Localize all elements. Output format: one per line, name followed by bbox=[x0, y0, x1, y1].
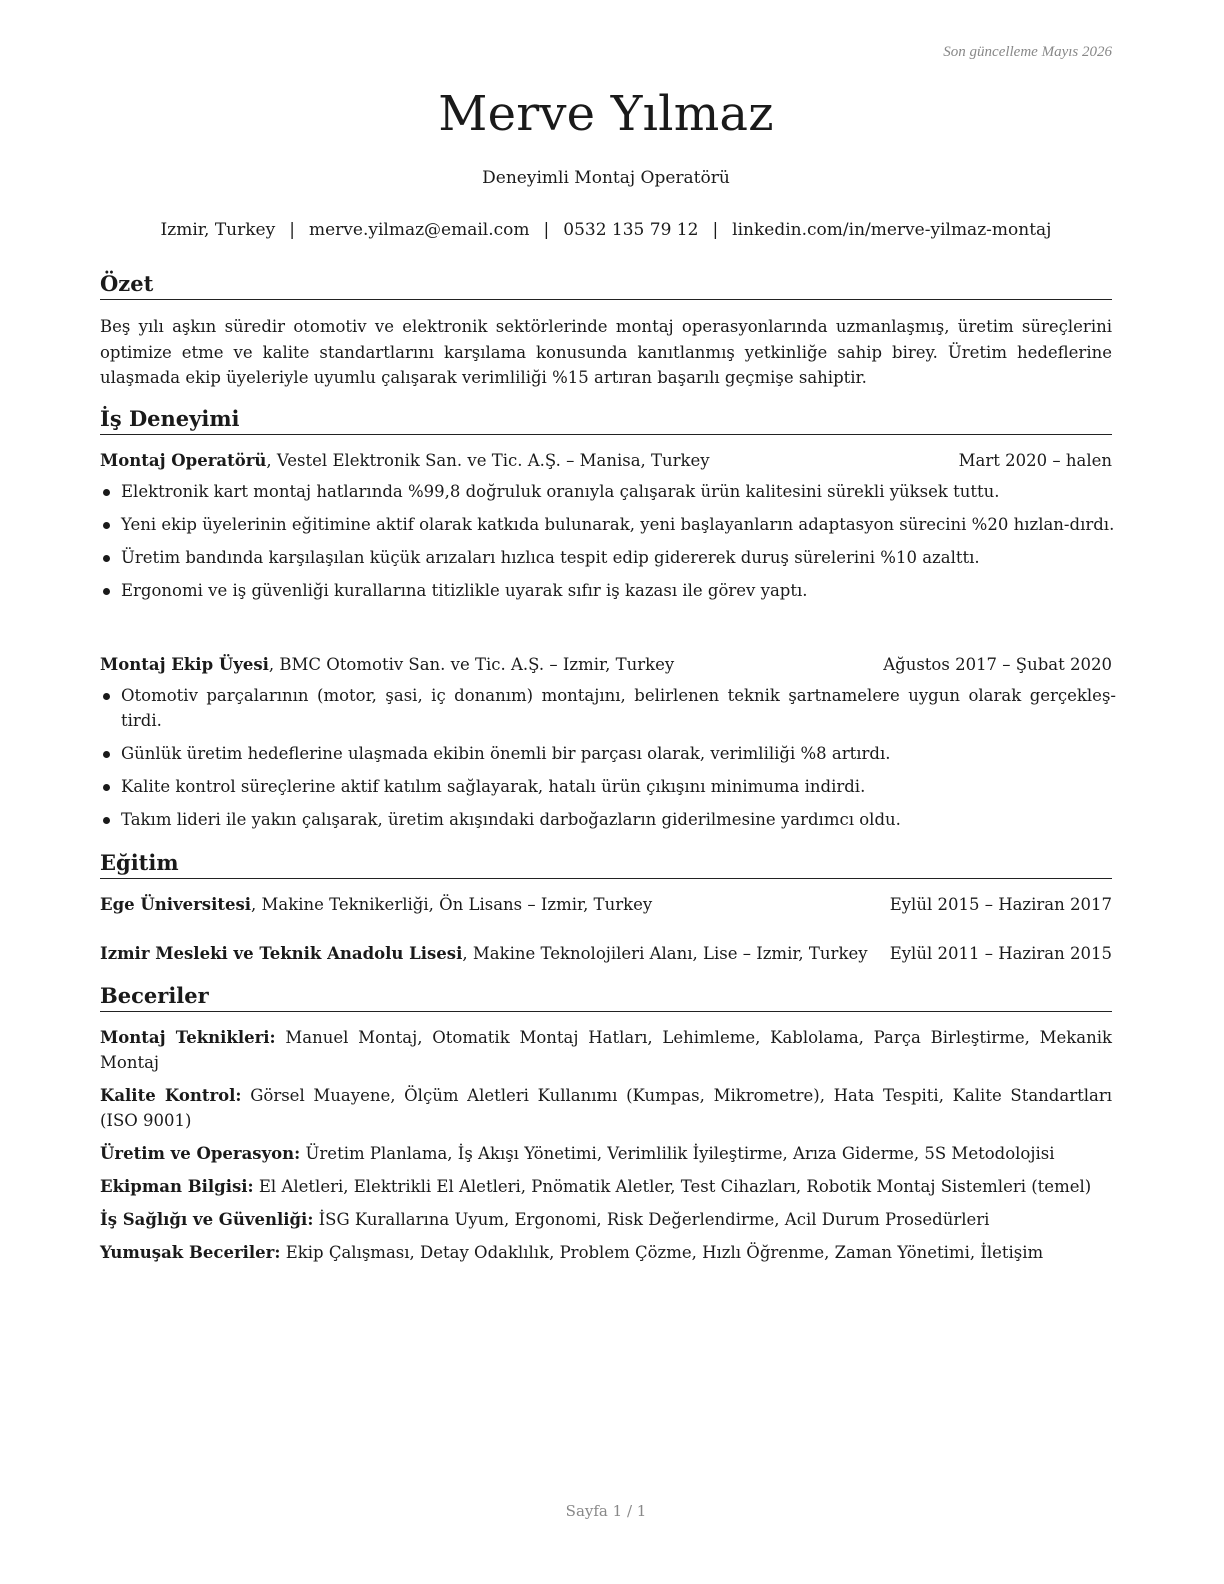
education-dates: Eylül 2015 – Haziran 2017 bbox=[889, 895, 1112, 914]
skill-label: Montaj Teknikleri: bbox=[100, 1028, 276, 1047]
education-title-line bbox=[100, 893, 652, 917]
education-school: Ege Üniversitesi bbox=[100, 895, 252, 914]
summary-text: Beş yılı aşkın süredir otomotiv ve elektronik sektörlerinde montaj operasyonlarında uzmanlaşmış, üretim süreçlerini optimize etme ve kalite standartlarını karşılama konusunda kanıtlanmış yetkinliğe sahip birey. Üretim hedeflerine ulaşmada ekip üyeleriyle uyumlu çalışarak verimliliği %15 artıran başarılı geçmişe sahiptir. bbox=[100, 317, 1112, 387]
skill-value: Görsel Muayene, Ölçüm Aletleri Kullanımı (Kumpas, Mikrometre), Hata Tespiti, Kalite Standartları (ISO 9001) bbox=[100, 1086, 1112, 1130]
resume-page bbox=[100, 0, 1116, 1584]
skill-value: İSG Kurallarına Uyum, Ergonomi, Risk Değerlendirme, Acil Durum Prosedürleri bbox=[313, 1210, 990, 1229]
job-bullet: Ergonomi ve iş güvenliği kurallarına titizlikle uyarak sıfır iş kazası ile görev yaptı. bbox=[100, 578, 1116, 603]
candidate-headline: Deneyimli Montaj Operatörü bbox=[482, 168, 730, 188]
skill-item bbox=[100, 1240, 1112, 1265]
contact-separator: | bbox=[289, 220, 295, 240]
page-number: Sayfa 1 / 1 bbox=[565, 1502, 647, 1520]
job-details: , BMC Otomotiv San. ve Tic. A.Ş. – Izmir, Turkey bbox=[268, 655, 675, 674]
job-title-line bbox=[100, 449, 710, 473]
job-bullet: Kalite kontrol süreçlerine aktif katılım sağlayarak, hatalı ürün çıkışını minimuma indirdi. bbox=[100, 774, 1116, 799]
contact-separator: | bbox=[712, 220, 719, 240]
skill-value: Manuel Montaj, Otomatik Montaj Hatları, Lehimleme, Kablolama, Parça Birleştirme, Mekanik Montaj bbox=[100, 1028, 1113, 1072]
contact-email[interactable]: merve.yilmaz@email.com bbox=[308, 220, 530, 240]
section-title-education: Eğitim bbox=[100, 850, 1112, 879]
skill-item bbox=[100, 1174, 1112, 1199]
job-bullet: Takım lideri ile yakın çalışarak, üretim akışındaki darboğazların giderilmesine yardımcı oldu. bbox=[100, 807, 1116, 832]
education-title-line bbox=[100, 942, 868, 966]
job-details: , Vestel Elektronik San. ve Tic. A.Ş. – Manisa, Turkey bbox=[266, 451, 710, 470]
job-bullet: Yeni ekip üyelerinin eğitimine aktif olarak katkıda bulunarak, yeni başlayanların adaptasyon sürecini %20 hızlan-dırdı. bbox=[100, 512, 1116, 537]
education-details: , Makine Teknikerliği, Ön Lisans – Izmir, Turkey bbox=[251, 895, 653, 914]
job-bullet: Otomotiv parçalarının (motor, şasi, iç donanım) montajını, belirlenen teknik şartnamelere uygun olarak gerçekleş-tirdi. bbox=[100, 683, 1116, 733]
skill-item bbox=[100, 1025, 1112, 1075]
skill-item bbox=[100, 1083, 1112, 1133]
job-title-line bbox=[100, 653, 674, 677]
job-role: Montaj Ekip Üyesi bbox=[100, 655, 269, 674]
skill-item bbox=[100, 1207, 1112, 1232]
contact-location: Izmir, Turkey bbox=[160, 220, 276, 240]
section-title-experience: İş Deneyimi bbox=[100, 406, 1112, 435]
skill-label: Kalite Kontrol: bbox=[100, 1086, 242, 1105]
job-dates: Mart 2020 – halen bbox=[958, 451, 1112, 470]
job-bullets bbox=[100, 683, 1116, 840]
job-bullets bbox=[100, 479, 1116, 611]
job-bullet: Günlük üretim hedeflerine ulaşmada ekibin önemli bir parçası olarak, verimliliği %8 artırdı. bbox=[100, 741, 1116, 766]
skills-list bbox=[100, 1025, 1112, 1273]
section-title-skills: Beceriler bbox=[100, 983, 1112, 1012]
skill-label: Ekipman Bilgisi: bbox=[100, 1177, 254, 1196]
skill-label: Üretim ve Operasyon: bbox=[100, 1144, 301, 1163]
contact-line bbox=[100, 220, 1112, 240]
skill-value: Üretim Planlama, İş Akışı Yönetimi, Verimlilik İyileştirme, Arıza Giderme, 5S Metodolojisi bbox=[300, 1144, 1055, 1163]
skill-label: İş Sağlığı ve Güvenliği: bbox=[100, 1210, 314, 1229]
contact-separator: | bbox=[543, 220, 550, 240]
last-updated: Son güncelleme Mayıs 2026 bbox=[943, 44, 1112, 60]
skill-value: Ekip Çalışması, Detay Odaklılık, Problem Çözme, Hızlı Öğrenme, Zaman Yönetimi, İletişim bbox=[280, 1243, 1044, 1262]
education-details: , Makine Teknolojileri Alanı, Lise – Izmir, Turkey bbox=[462, 944, 868, 963]
skill-item bbox=[100, 1141, 1112, 1166]
contact-linkedin[interactable]: linkedin.com/in/merve-yilmaz-montaj bbox=[732, 220, 1052, 240]
education-dates: Eylül 2011 – Haziran 2015 bbox=[889, 944, 1112, 963]
education-school: Izmir Mesleki ve Teknik Anadolu Lisesi bbox=[100, 944, 463, 963]
job-bullet: Üretim bandında karşılaşılan küçük arızaları hızlıca tespit edip gidererek duruş sürelerini %10 azalttı. bbox=[100, 545, 1116, 570]
candidate-name: Merve Yılmaz bbox=[438, 86, 774, 142]
contact-phone: 0532 135 79 12 bbox=[563, 220, 699, 240]
job-role: Montaj Operatörü bbox=[100, 451, 267, 470]
section-title-summary: Özet bbox=[100, 271, 1112, 300]
skill-value: El Aletleri, Elektrikli El Aletleri, Pnömatik Aletler, Test Cihazları, Robotik Montaj Sistemleri (temel) bbox=[253, 1177, 1092, 1196]
job-dates: Ağustos 2017 – Şubat 2020 bbox=[883, 655, 1112, 674]
skill-label: Yumuşak Beceriler: bbox=[100, 1243, 281, 1262]
job-bullet: Elektronik kart montaj hatlarında %99,8 doğruluk oranıyla çalışarak ürün kalitesini sürekli yüksek tuttu. bbox=[100, 479, 1116, 504]
